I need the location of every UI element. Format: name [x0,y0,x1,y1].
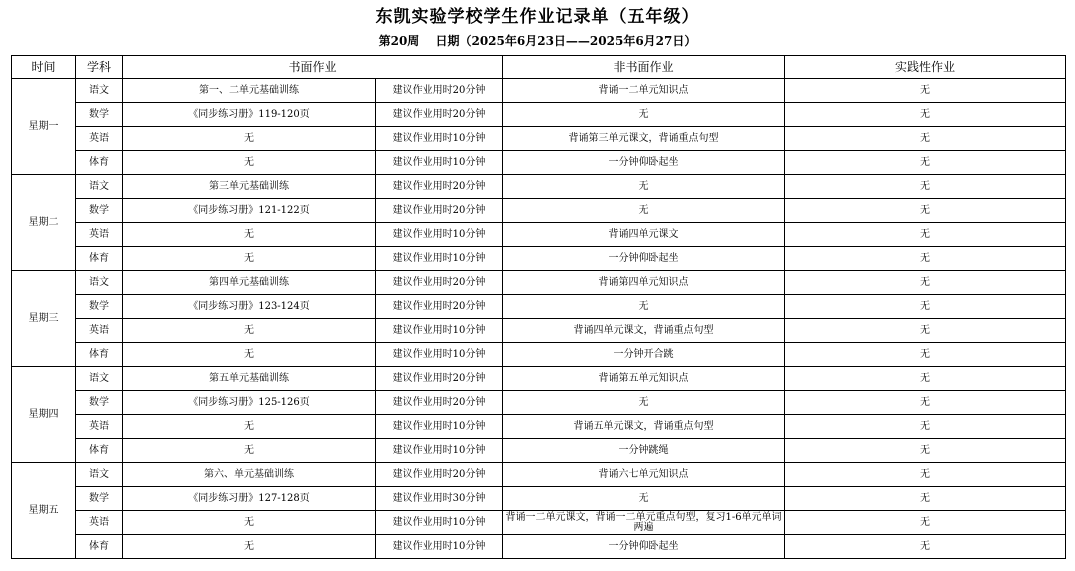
suggested-time-cell: 建议作业用时10分钟 [376,511,503,535]
subject-cell: 数学 [76,199,123,223]
non-written-homework-cell: 背诵六七单元知识点 [503,463,785,487]
subject-cell: 体育 [76,343,123,367]
practical-homework-cell: 无 [785,151,1066,175]
suggested-time-cell: 建议作业用时20分钟 [376,79,503,103]
suggested-time-cell: 建议作业用时10分钟 [376,127,503,151]
written-homework-cell: 无 [123,415,376,439]
written-homework-cell: 无 [123,247,376,271]
table-body [12,79,1066,559]
non-written-homework-cell: 一分钟仰卧起坐 [503,151,785,175]
suggested-time-cell: 建议作业用时10分钟 [376,247,503,271]
suggested-time-cell: 建议作业用时20分钟 [376,103,503,127]
written-homework-cell: 《同步练习册》121-122页 [123,199,376,223]
header-time: 时间 [12,56,76,79]
subject-cell: 英语 [76,511,123,535]
non-written-homework-cell: 无 [503,103,785,127]
written-homework-cell: 第四单元基础训练 [123,271,376,295]
suggested-time-cell: 建议作业用时10分钟 [376,343,503,367]
table-row [12,271,1066,295]
practical-homework-cell: 无 [785,487,1066,511]
written-homework-cell: 第六、单元基础训练 [123,463,376,487]
suggested-time-cell: 建议作业用时10分钟 [376,439,503,463]
written-homework-cell: 第五单元基础训练 [123,367,376,391]
practical-homework-cell: 无 [785,511,1066,535]
non-written-homework-cell: 无 [503,175,785,199]
non-written-homework-cell: 背诵第三单元课文，背诵重点句型 [503,127,785,151]
written-homework-cell: 《同步练习册》127-128页 [123,487,376,511]
suggested-time-cell: 建议作业用时20分钟 [376,463,503,487]
non-written-homework-cell: 背诵第五单元知识点 [503,367,785,391]
subject-cell: 语文 [76,271,123,295]
subject-cell: 英语 [76,415,123,439]
written-homework-cell: 第一、二单元基础训练 [123,79,376,103]
non-written-homework-cell: 无 [503,391,785,415]
table-row [12,199,1066,223]
table-row [12,367,1066,391]
subject-cell: 数学 [76,103,123,127]
subject-cell: 英语 [76,319,123,343]
date-range: 日期（2025年6月23日——2025年6月27日） [435,34,697,48]
practical-homework-cell: 无 [785,415,1066,439]
table-row [12,247,1066,271]
day-cell: 星期四 [12,367,76,463]
practical-homework-cell: 无 [785,199,1066,223]
practical-homework-cell: 无 [785,535,1066,559]
subject-cell: 语文 [76,463,123,487]
table-row [12,295,1066,319]
practical-homework-cell: 无 [785,223,1066,247]
non-written-homework-cell: 背诵第四单元知识点 [503,271,785,295]
practical-homework-cell: 无 [785,175,1066,199]
non-written-homework-cell: 背诵四单元课文，背诵重点句型 [503,319,785,343]
subject-cell: 英语 [76,223,123,247]
practical-homework-cell: 无 [785,247,1066,271]
suggested-time-cell: 建议作业用时10分钟 [376,151,503,175]
non-written-homework-cell: 背诵一二单元知识点 [503,79,785,103]
written-homework-cell: 无 [123,151,376,175]
written-homework-cell: 无 [123,439,376,463]
written-homework-cell: 《同步练习册》119-120页 [123,103,376,127]
suggested-time-cell: 建议作业用时30分钟 [376,487,503,511]
subject-cell: 体育 [76,439,123,463]
written-homework-cell: 无 [123,127,376,151]
table-row [12,391,1066,415]
table-row [12,343,1066,367]
suggested-time-cell: 建议作业用时10分钟 [376,415,503,439]
non-written-homework-cell: 背诵一二单元课文，背诵一二单元重点句型，复习1-6单元单词两遍 [503,511,785,535]
non-written-homework-cell: 背诵四单元课文 [503,223,785,247]
non-written-homework-cell: 一分钟跳绳 [503,439,785,463]
header-written: 书面作业 [123,56,503,79]
week-label: 第20周 [378,34,420,48]
non-written-homework-cell: 一分钟开合跳 [503,343,785,367]
header-subject: 学科 [76,56,123,79]
table-row [12,535,1066,559]
subject-cell: 数学 [76,487,123,511]
suggested-time-cell: 建议作业用时20分钟 [376,391,503,415]
table-row [12,151,1066,175]
written-homework-cell: 无 [123,223,376,247]
page-title: 东凯实验学校学生作业记录单（五年级） [375,7,700,27]
subject-cell: 体育 [76,247,123,271]
subject-cell: 体育 [76,535,123,559]
written-homework-cell: 无 [123,511,376,535]
written-homework-cell: 无 [123,343,376,367]
subject-cell: 语文 [76,175,123,199]
practical-homework-cell: 无 [785,103,1066,127]
subject-cell: 数学 [76,295,123,319]
practical-homework-cell: 无 [785,271,1066,295]
table-row [12,223,1066,247]
non-written-homework-cell: 无 [503,295,785,319]
non-written-homework-cell: 一分钟仰卧起坐 [503,247,785,271]
table-row [12,175,1066,199]
subject-cell: 数学 [76,391,123,415]
header-practical: 实践性作业 [785,56,1066,79]
day-cell: 星期五 [12,463,76,559]
suggested-time-cell: 建议作业用时20分钟 [376,175,503,199]
practical-homework-cell: 无 [785,319,1066,343]
page-subtitle [0,32,1075,49]
practical-homework-cell: 无 [785,79,1066,103]
suggested-time-cell: 建议作业用时10分钟 [376,535,503,559]
non-written-homework-cell: 背诵五单元课文，背诵重点句型 [503,415,785,439]
non-written-homework-cell: 无 [503,487,785,511]
day-cell: 星期一 [12,79,76,175]
practical-homework-cell: 无 [785,295,1066,319]
practical-homework-cell: 无 [785,463,1066,487]
table-row [12,439,1066,463]
non-written-homework-cell: 无 [503,199,785,223]
suggested-time-cell: 建议作业用时20分钟 [376,199,503,223]
table-row [12,127,1066,151]
suggested-time-cell: 建议作业用时10分钟 [376,319,503,343]
table-row [12,487,1066,511]
day-cell: 星期三 [12,271,76,367]
non-written-homework-cell: 一分钟仰卧起坐 [503,535,785,559]
table-row [12,103,1066,127]
written-homework-cell: 《同步练习册》125-126页 [123,391,376,415]
written-homework-cell: 第三单元基础训练 [123,175,376,199]
subject-cell: 体育 [76,151,123,175]
table-row [12,511,1066,535]
suggested-time-cell: 建议作业用时10分钟 [376,223,503,247]
subject-cell: 语文 [76,79,123,103]
practical-homework-cell: 无 [785,391,1066,415]
table-row [12,463,1066,487]
practical-homework-cell: 无 [785,343,1066,367]
day-cell: 星期二 [12,175,76,271]
homework-table [11,55,1066,559]
table-row [12,79,1066,103]
practical-homework-cell: 无 [785,127,1066,151]
subject-cell: 英语 [76,127,123,151]
practical-homework-cell: 无 [785,367,1066,391]
suggested-time-cell: 建议作业用时20分钟 [376,367,503,391]
header-non-written: 非书面作业 [503,56,785,79]
suggested-time-cell: 建议作业用时20分钟 [376,271,503,295]
written-homework-cell: 无 [123,535,376,559]
written-homework-cell: 《同步练习册》123-124页 [123,295,376,319]
table-row [12,415,1066,439]
subject-cell: 语文 [76,367,123,391]
practical-homework-cell: 无 [785,439,1066,463]
suggested-time-cell: 建议作业用时20分钟 [376,295,503,319]
table-row [12,319,1066,343]
written-homework-cell: 无 [123,319,376,343]
header-row [12,56,1066,79]
